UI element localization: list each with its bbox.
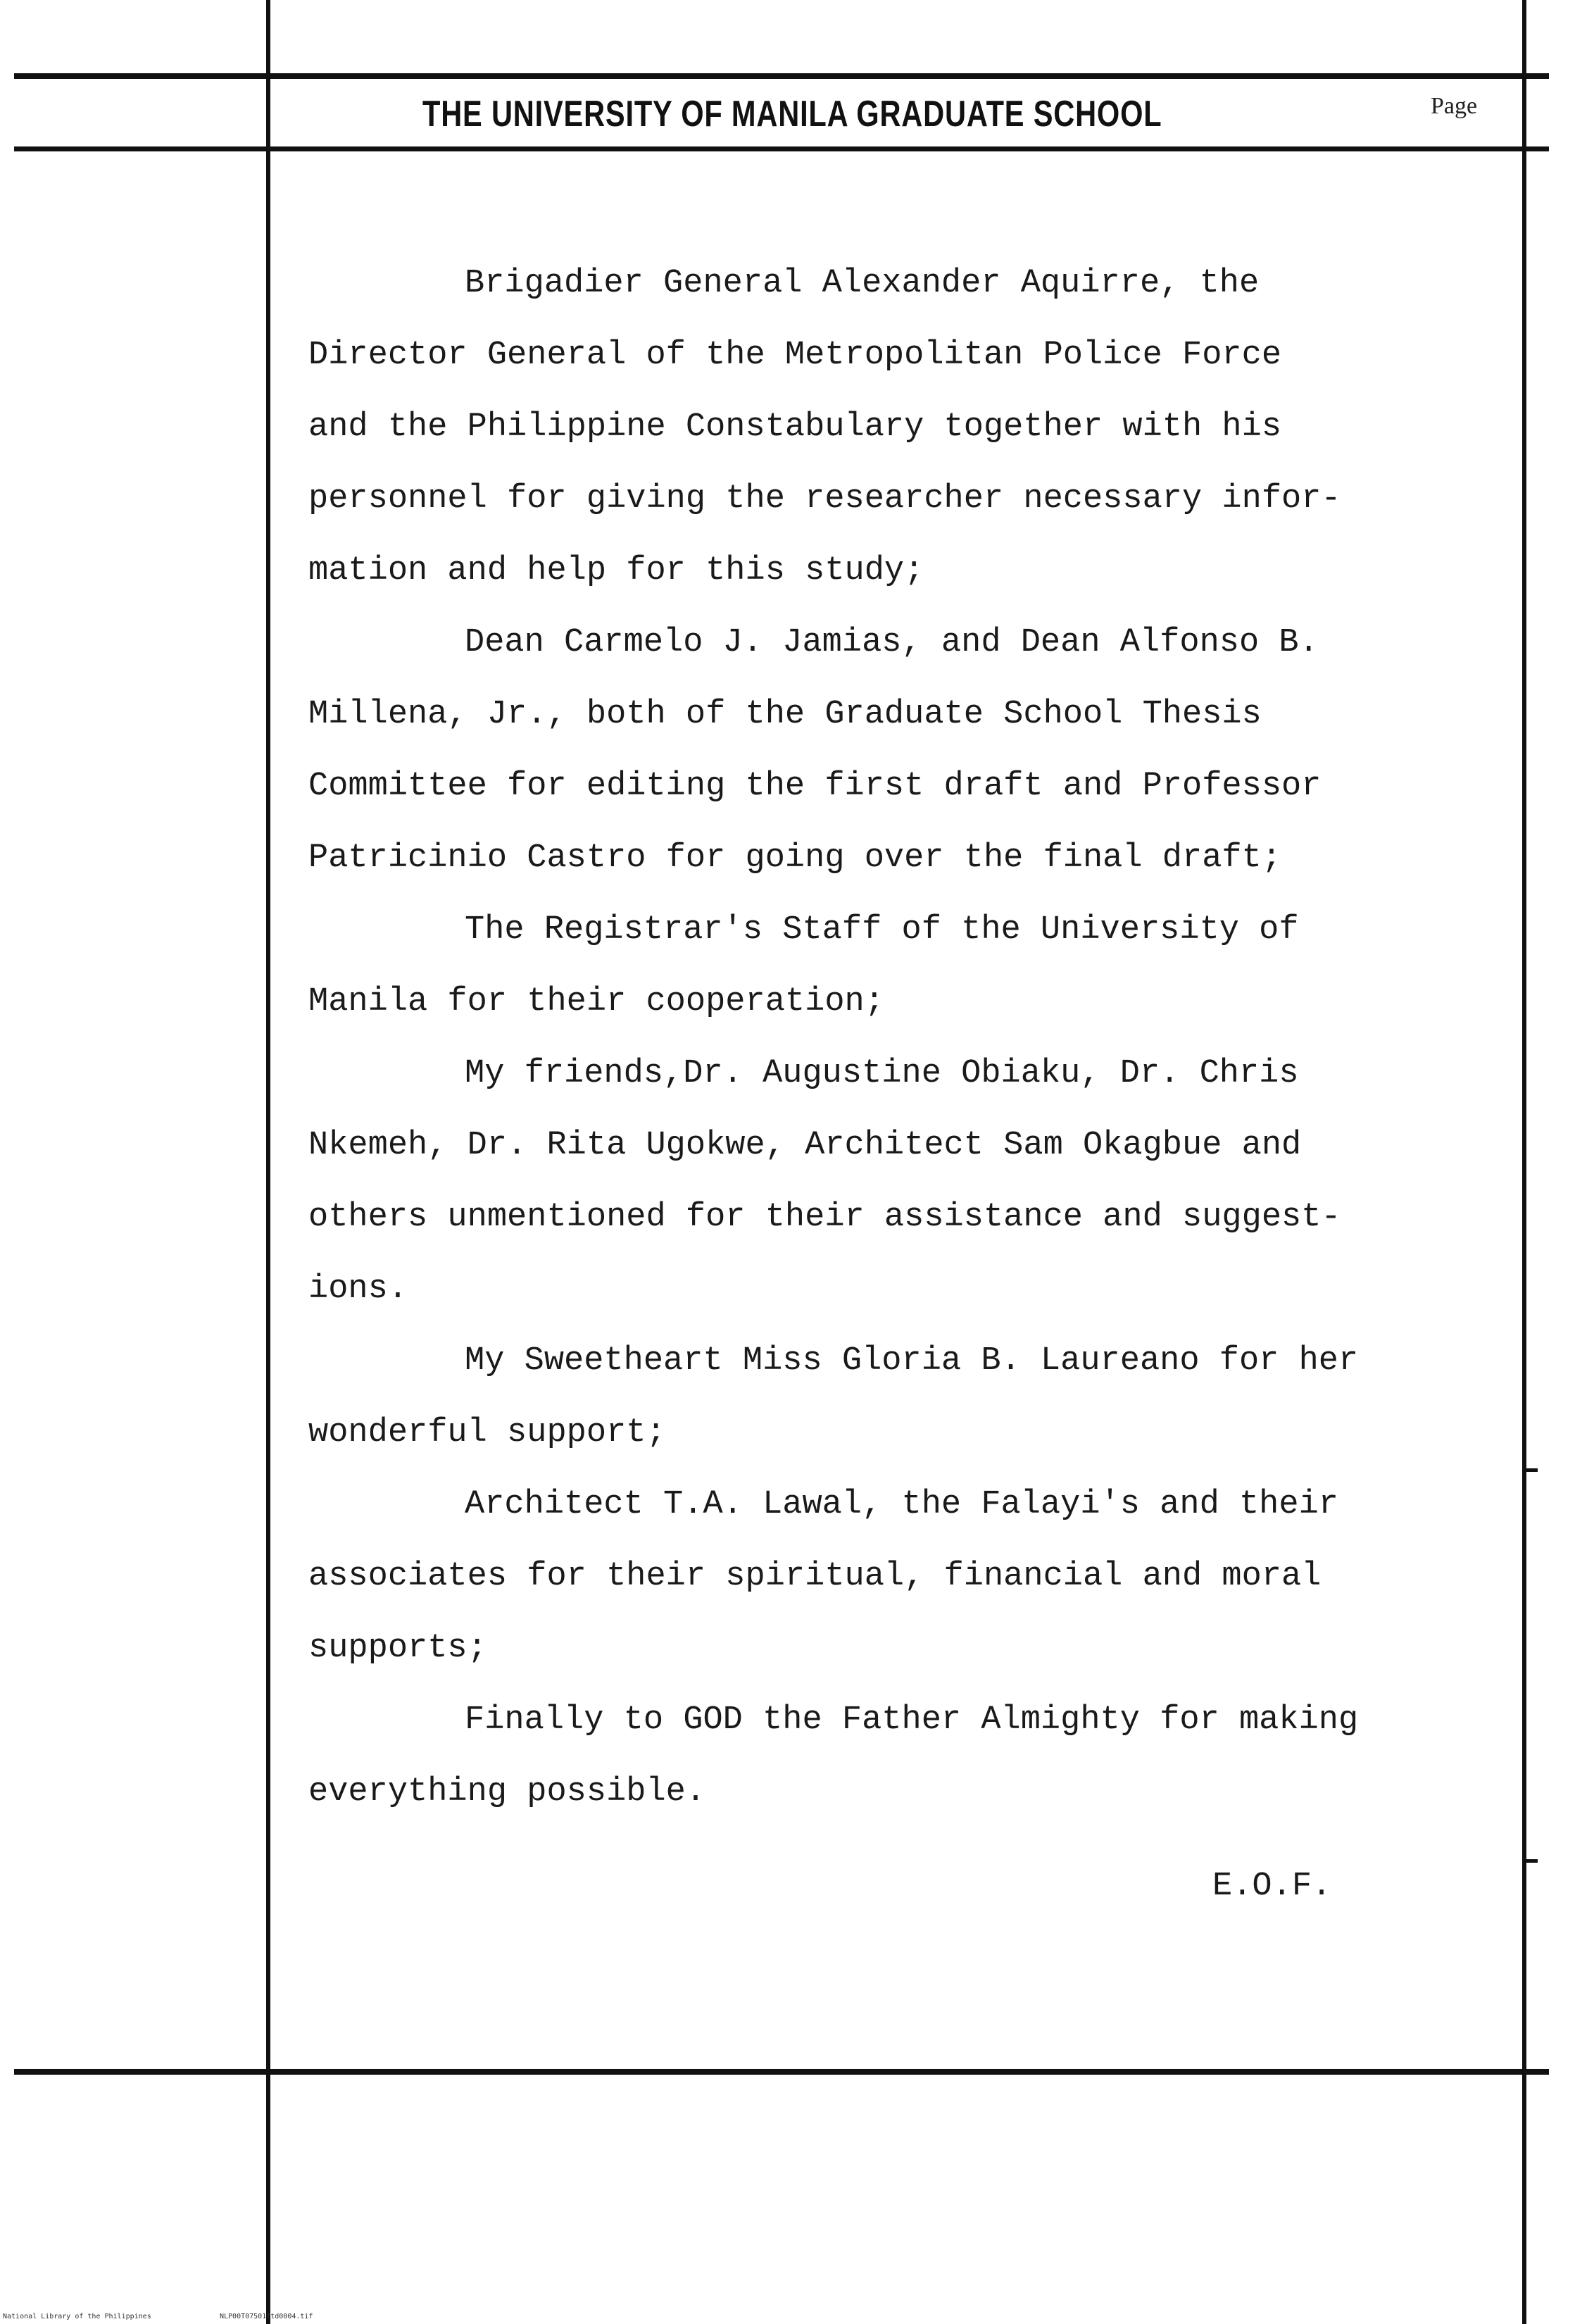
acknowledgement-body	[308, 248, 1477, 1828]
text-line: Millena, Jr., both of the Graduate School Thesis	[308, 696, 1262, 733]
text-line: supports;	[308, 1630, 487, 1667]
text-line: others unmentioned for their assistance and suggest-	[308, 1199, 1341, 1236]
text-line: associates for their spiritual, financial and moral	[308, 1558, 1322, 1595]
text-line: My Sweetheart Miss Gloria B. Laureano for her	[465, 1342, 1359, 1380]
text-line: My friends,Dr. Augustine Obiaku, Dr. Chris	[465, 1055, 1299, 1092]
text-line: Nkemeh, Dr. Rita Ugokwe, Architect Sam Okagbue and	[308, 1127, 1302, 1164]
text-line: wonderful support;	[308, 1414, 666, 1451]
margin-tick-mark	[1522, 1468, 1538, 1472]
left-margin-rule	[266, 0, 270, 2324]
header-title: THE UNIVERSITY OF MANILA GRADUATE SCHOOL	[422, 94, 1162, 135]
text-line: ions.	[308, 1270, 408, 1308]
text-line: Director General of the Metropolitan Police Force	[308, 337, 1282, 374]
text-line: Committee for editing the first draft and Professor	[308, 768, 1322, 805]
right-margin-rule	[1522, 0, 1526, 2324]
page-label: Page	[1431, 93, 1478, 119]
text-line: Manila for their cooperation;	[308, 983, 884, 1020]
text-line: Architect T.A. Lawal, the Falayi's and their	[465, 1486, 1339, 1523]
text-line: Dean Carmelo J. Jamias, and Dean Alfonso B.	[465, 624, 1319, 661]
footer-filename: NLP00T07501ftd0004.tif	[220, 2313, 313, 2320]
text-line: everything possible.	[308, 1773, 706, 1811]
text-line: and the Philippine Constabulary together with his	[308, 408, 1282, 446]
footer-source: National Library of the Philippines	[3, 2313, 151, 2320]
header-bottom-rule	[14, 146, 1549, 151]
text-line: Brigadier General Alexander Aquirre, the	[465, 265, 1260, 302]
text-line: Finally to GOD the Father Almighty for making	[465, 1701, 1359, 1739]
bottom-margin-rule	[14, 2069, 1549, 2075]
text-line: The Registrar's Staff of the University of	[465, 911, 1299, 949]
margin-tick-mark	[1522, 1859, 1538, 1863]
text-line: mation and help for this study;	[308, 552, 924, 589]
signature-initials: E.O.F.	[1212, 1868, 1332, 1905]
header-top-rule	[14, 73, 1549, 79]
text-line: Patricinio Castro for going over the final draft;	[308, 839, 1282, 877]
text-line: personnel for giving the researcher necessary infor-	[308, 480, 1341, 518]
